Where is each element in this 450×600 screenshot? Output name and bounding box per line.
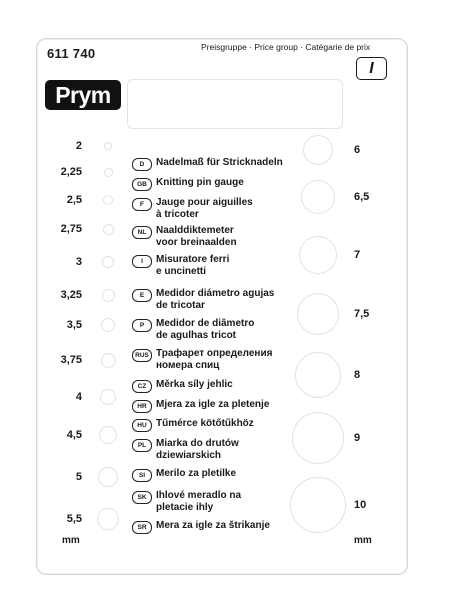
- language-code-badge: CZ: [132, 380, 152, 393]
- left-size-label: 2,75: [60, 223, 82, 235]
- right-size-label: 7,5: [354, 308, 370, 320]
- language-description: Tűmérce kötőtűkhöz: [156, 418, 254, 429]
- left-size-label: 2,25: [60, 166, 82, 178]
- language-description: Naalddiktemeter voor breinaalden: [156, 225, 237, 248]
- language-description: Jauge pour aiguilles à tricoter: [156, 197, 253, 220]
- left-gauge-hole: [103, 224, 114, 235]
- right-size-label: 6: [354, 144, 361, 156]
- language-description: Medidor diámetro agujas de tricotar: [156, 288, 275, 311]
- left-size-label: 3,25: [60, 289, 82, 301]
- left-gauge-hole: [104, 168, 113, 177]
- left-gauge-hole: [103, 195, 113, 205]
- left-gauge-hole: [100, 389, 116, 405]
- left-gauge-hole: [101, 353, 116, 368]
- language-row: [132, 520, 270, 534]
- language-code-badge: SK: [132, 491, 152, 504]
- language-description: Medidor de diâmetro de agulhas tricot: [156, 318, 255, 341]
- language-code-badge: SI: [132, 469, 152, 482]
- price-group-label: Preisgruppe · Price group · Catégarie de prix: [201, 42, 371, 52]
- right-gauge-hole: [301, 180, 335, 214]
- right-size-label: 9: [354, 432, 361, 444]
- left-gauge-hole: [102, 256, 114, 268]
- language-code-badge: PL: [132, 439, 152, 452]
- left-size-label: 4: [75, 391, 82, 403]
- language-row: [132, 438, 239, 462]
- language-row: [132, 157, 283, 171]
- language-row: [132, 288, 274, 312]
- right-gauge-hole: [303, 135, 333, 165]
- left-size-label: 2: [75, 140, 82, 152]
- language-description: Mjera za igle za pletenje: [156, 399, 270, 410]
- left-gauge-hole: [101, 318, 115, 332]
- language-description: Трафарет определения номера спиц: [156, 348, 273, 371]
- left-unit-label: mm: [62, 535, 80, 546]
- right-unit-label: mm: [354, 535, 372, 546]
- right-gauge-hole: [295, 352, 341, 398]
- price-group-value: I: [369, 59, 374, 77]
- language-row: [132, 348, 272, 372]
- left-size-label: 5,5: [66, 513, 82, 525]
- right-size-label: 10: [354, 499, 367, 511]
- article-number: 611 740: [47, 46, 96, 61]
- language-description: Měrka síly jehlic: [156, 379, 233, 390]
- right-gauge-hole: [292, 412, 344, 464]
- brand-name: Prym: [55, 81, 111, 108]
- language-row: [132, 399, 269, 413]
- language-description: Knitting pin gauge: [156, 177, 244, 188]
- language-description: Ihlové meradlo na pletacie ihly: [156, 490, 242, 513]
- language-row: [132, 197, 253, 221]
- right-gauge-hole: [299, 236, 337, 274]
- left-size-label: 4,5: [66, 429, 82, 441]
- label-window: [127, 79, 343, 129]
- right-size-label: 6,5: [354, 191, 370, 203]
- brand-logo: [45, 80, 121, 110]
- right-size-label: 7: [354, 249, 361, 261]
- right-gauge-hole: [297, 293, 339, 335]
- left-size-label: 3,75: [60, 354, 82, 366]
- left-gauge-hole: [102, 289, 115, 302]
- language-code-badge: HR: [132, 400, 152, 413]
- language-row: [132, 254, 229, 278]
- language-code-badge: I: [132, 255, 152, 268]
- left-size-label: 3: [75, 256, 82, 268]
- language-row: [132, 225, 237, 249]
- language-code-badge: GB: [132, 178, 152, 191]
- language-code-badge: HU: [132, 419, 152, 432]
- language-code-badge: P: [132, 319, 152, 332]
- language-description: Mera za igle za štrikanje: [156, 520, 270, 531]
- language-row: [132, 490, 241, 514]
- left-gauge-hole: [104, 142, 112, 150]
- language-code-badge: NL: [132, 226, 152, 239]
- left-size-label: 2,5: [66, 194, 82, 206]
- language-row: [132, 318, 254, 342]
- left-size-label: 5: [75, 471, 82, 483]
- price-group-box: [356, 57, 387, 80]
- language-code-badge: D: [132, 158, 152, 171]
- language-code-badge: F: [132, 198, 152, 211]
- language-row: [132, 418, 254, 432]
- language-row: [132, 468, 236, 482]
- language-description: Merilo za pletilke: [156, 468, 237, 479]
- language-code-badge: E: [132, 289, 152, 302]
- left-size-label: 3,5: [66, 319, 82, 331]
- language-code-badge: SR: [132, 521, 152, 534]
- language-description: Nadelmaß für Stricknadeln: [156, 157, 283, 168]
- left-gauge-hole: [97, 508, 119, 530]
- left-gauge-hole: [99, 426, 117, 444]
- right-size-label: 8: [354, 369, 361, 381]
- language-description: Misuratore ferri e uncinetti: [156, 254, 230, 277]
- language-row: [132, 177, 244, 191]
- left-gauge-hole: [98, 467, 118, 487]
- language-row: [132, 379, 233, 393]
- language-description: Miarka do drutów dziewiarskich: [156, 438, 239, 461]
- right-gauge-hole: [290, 477, 346, 533]
- language-code-badge: RUS: [132, 349, 152, 362]
